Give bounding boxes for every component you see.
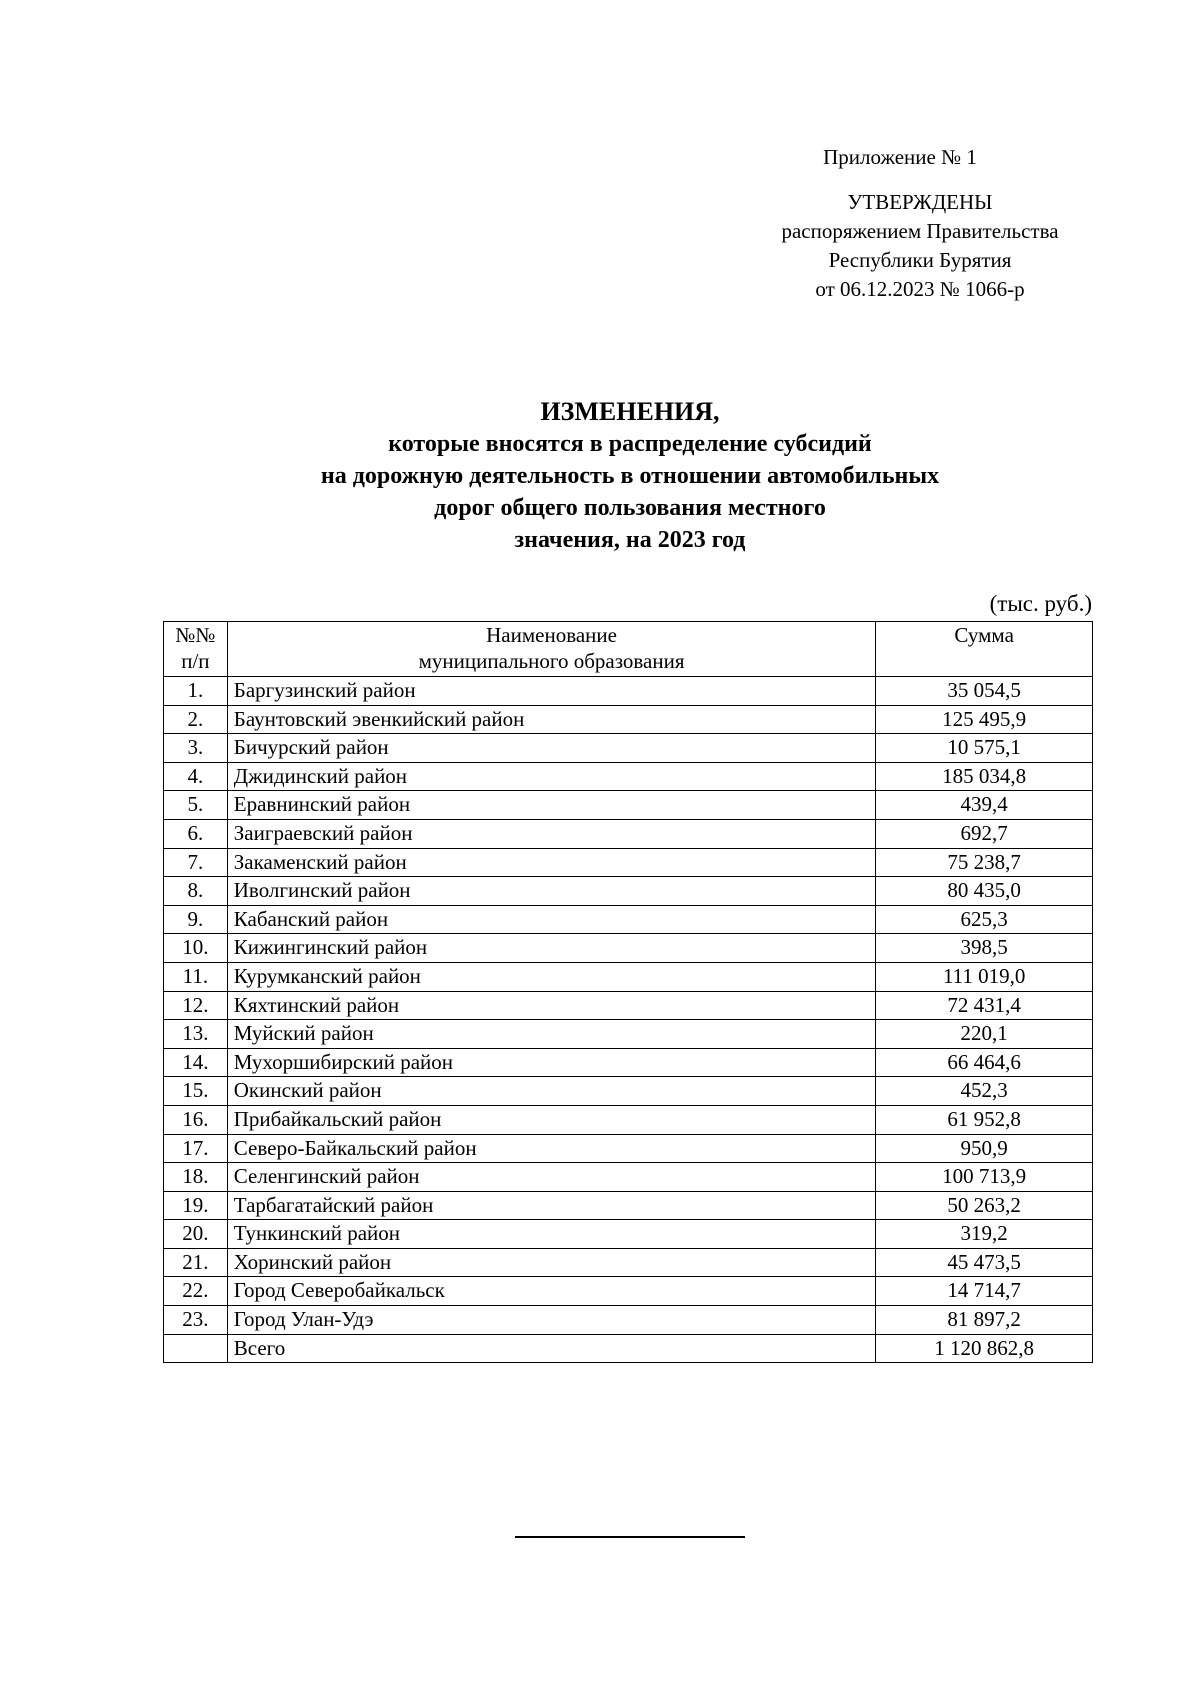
row-num: 6. xyxy=(164,819,228,848)
approval-block xyxy=(745,143,1095,304)
row-sum: 61 952,8 xyxy=(876,1105,1093,1134)
table-row xyxy=(164,1048,1093,1077)
title-main: ИЗМЕНЕНИЯ, xyxy=(540,397,720,426)
row-sum: 185 034,8 xyxy=(876,762,1093,791)
row-name: Хоринский район xyxy=(227,1248,876,1277)
row-num: 11. xyxy=(164,962,228,991)
appendix-label: Приложение № 1 xyxy=(823,145,977,169)
table-body xyxy=(164,677,1093,1335)
distribution-table xyxy=(163,621,1093,1363)
table-row xyxy=(164,791,1093,820)
row-sum: 319,2 xyxy=(876,1220,1093,1249)
row-num: 7. xyxy=(164,848,228,877)
row-num: 22. xyxy=(164,1277,228,1306)
table-row xyxy=(164,1191,1093,1220)
total-row xyxy=(164,1334,1093,1363)
row-name: Мухоршибирский район xyxy=(227,1048,876,1077)
row-name: Иволгинский район xyxy=(227,877,876,906)
row-name: Закаменский район xyxy=(227,848,876,877)
table-row xyxy=(164,1077,1093,1106)
row-num: 19. xyxy=(164,1191,228,1220)
row-num: 4. xyxy=(164,762,228,791)
table-row xyxy=(164,962,1093,991)
header-name xyxy=(227,622,876,677)
row-name: Город Северобайкальск xyxy=(227,1277,876,1306)
row-num: 17. xyxy=(164,1134,228,1163)
approval-line-1: распоряжением Правительства xyxy=(781,219,1059,243)
row-sum: 45 473,5 xyxy=(876,1248,1093,1277)
row-sum: 80 435,0 xyxy=(876,877,1093,906)
units-label: (тыс. руб.) xyxy=(989,591,1092,616)
table-row xyxy=(164,1306,1093,1335)
header-num-line-1: №№ xyxy=(175,623,216,647)
table-row xyxy=(164,934,1093,963)
row-sum: 35 054,5 xyxy=(876,677,1093,706)
row-num: 8. xyxy=(164,877,228,906)
row-name: Тарбагатайский район xyxy=(227,1191,876,1220)
header-name-line-2: муниципального образования xyxy=(418,649,685,673)
row-num: 14. xyxy=(164,1048,228,1077)
table-row xyxy=(164,848,1093,877)
document-title xyxy=(190,396,1070,556)
approval-line-3: от 06.12.2023 № 1066-р xyxy=(815,277,1025,301)
row-num: 2. xyxy=(164,705,228,734)
table-row xyxy=(164,991,1093,1020)
row-sum: 14 714,7 xyxy=(876,1277,1093,1306)
table-row xyxy=(164,677,1093,706)
row-num: 23. xyxy=(164,1306,228,1335)
table-row xyxy=(164,705,1093,734)
row-num: 21. xyxy=(164,1248,228,1277)
title-line-1: которые вносятся в распределение субсидий xyxy=(388,431,872,457)
row-num: 16. xyxy=(164,1105,228,1134)
row-sum: 220,1 xyxy=(876,1020,1093,1049)
row-name: Город Улан-Удэ xyxy=(227,1306,876,1335)
row-name: Селенгинский район xyxy=(227,1163,876,1192)
row-name: Джидинский район xyxy=(227,762,876,791)
title-line-4: значения, на 2023 год xyxy=(514,527,746,553)
row-sum: 66 464,6 xyxy=(876,1048,1093,1077)
row-name: Курумканский район xyxy=(227,962,876,991)
table-row xyxy=(164,1134,1093,1163)
total-num-cell xyxy=(164,1334,228,1363)
row-sum: 950,9 xyxy=(876,1134,1093,1163)
approval-line-2: Республики Бурятия xyxy=(828,248,1012,272)
row-sum: 72 431,4 xyxy=(876,991,1093,1020)
row-num: 15. xyxy=(164,1077,228,1106)
title-line-3: дорог общего пользования местного xyxy=(434,495,826,521)
total-sum: 1 120 862,8 xyxy=(876,1334,1093,1363)
row-num: 12. xyxy=(164,991,228,1020)
row-name: Муйский район xyxy=(227,1020,876,1049)
row-sum: 125 495,9 xyxy=(876,705,1093,734)
approved-label: УТВЕРЖДЕНЫ xyxy=(847,190,993,214)
row-name: Кижингинский район xyxy=(227,934,876,963)
row-num: 20. xyxy=(164,1220,228,1249)
row-sum: 692,7 xyxy=(876,819,1093,848)
row-num: 18. xyxy=(164,1163,228,1192)
table-row xyxy=(164,1105,1093,1134)
table-row xyxy=(164,1220,1093,1249)
row-num: 5. xyxy=(164,791,228,820)
row-name: Баунтовский эвенкийский район xyxy=(227,705,876,734)
row-sum: 398,5 xyxy=(876,934,1093,963)
row-num: 3. xyxy=(164,734,228,763)
row-sum: 439,4 xyxy=(876,791,1093,820)
table-row xyxy=(164,1277,1093,1306)
row-name: Тункинский район xyxy=(227,1220,876,1249)
row-name: Бичурский район xyxy=(227,734,876,763)
table-row xyxy=(164,1163,1093,1192)
row-num: 1. xyxy=(164,677,228,706)
row-sum: 10 575,1 xyxy=(876,734,1093,763)
row-name: Кабанский район xyxy=(227,905,876,934)
table-header-row xyxy=(164,622,1093,677)
table-row xyxy=(164,819,1093,848)
table-row xyxy=(164,1248,1093,1277)
row-name: Баргузинский район xyxy=(227,677,876,706)
row-name: Северо-Байкальский район xyxy=(227,1134,876,1163)
row-name: Кяхтинский район xyxy=(227,991,876,1020)
header-sum: Сумма xyxy=(876,622,1093,677)
table-row xyxy=(164,905,1093,934)
row-sum: 625,3 xyxy=(876,905,1093,934)
closing-rule xyxy=(515,1536,745,1538)
header-num xyxy=(164,622,228,677)
row-name: Еравнинский район xyxy=(227,791,876,820)
row-sum: 100 713,9 xyxy=(876,1163,1093,1192)
row-num: 10. xyxy=(164,934,228,963)
row-name: Окинский район xyxy=(227,1077,876,1106)
row-num: 9. xyxy=(164,905,228,934)
row-sum: 50 263,2 xyxy=(876,1191,1093,1220)
header-num-line-2: п/п xyxy=(181,649,210,673)
row-sum: 452,3 xyxy=(876,1077,1093,1106)
row-name: Заиграевский район xyxy=(227,819,876,848)
title-line-2: на дорожную деятельность в отношении автомобильных xyxy=(320,463,940,489)
row-name: Прибайкальский район xyxy=(227,1105,876,1134)
row-sum: 75 238,7 xyxy=(876,848,1093,877)
total-label: Всего xyxy=(227,1334,876,1363)
header-name-line-1: Наименование xyxy=(486,623,617,647)
row-sum: 111 019,0 xyxy=(876,962,1093,991)
table-row xyxy=(164,734,1093,763)
table-row xyxy=(164,1020,1093,1049)
table-row xyxy=(164,762,1093,791)
row-sum: 81 897,2 xyxy=(876,1306,1093,1335)
row-num: 13. xyxy=(164,1020,228,1049)
table-row xyxy=(164,877,1093,906)
